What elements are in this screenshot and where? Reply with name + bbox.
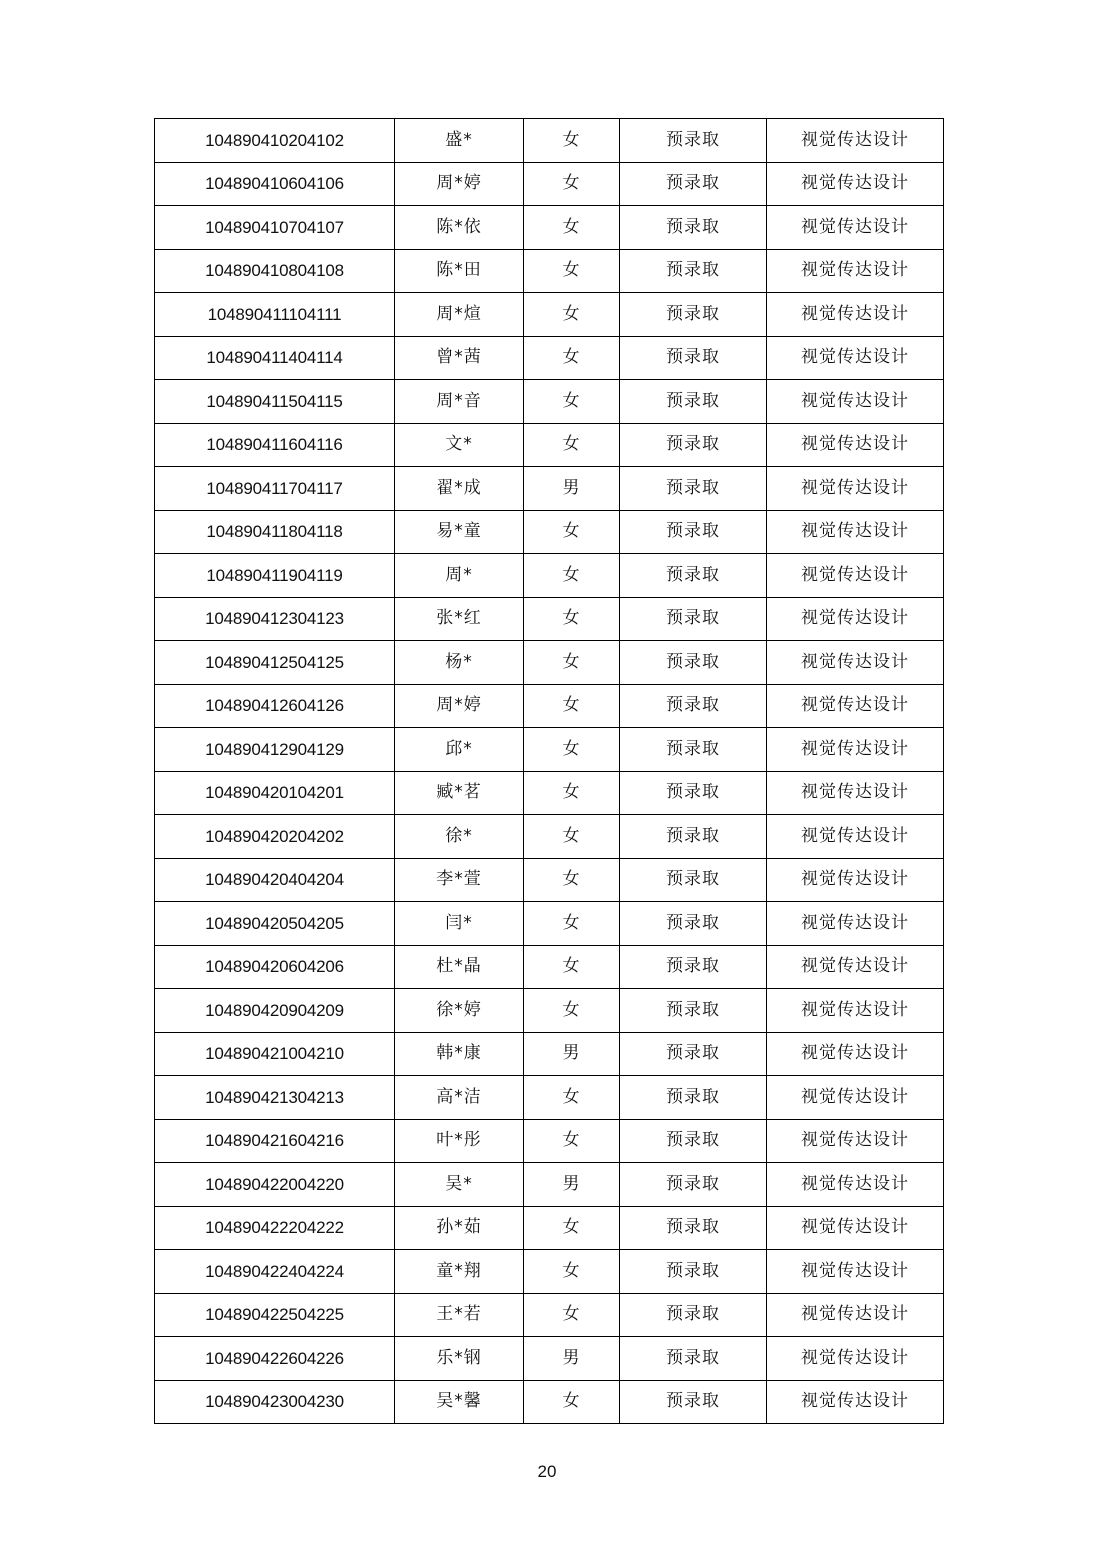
admission-status-cell: 预录取 xyxy=(620,554,767,598)
major-cell: 视觉传达设计 xyxy=(767,597,944,641)
candidate-id-cell: 104890421004210 xyxy=(155,1032,395,1076)
candidate-id-cell: 104890422504225 xyxy=(155,1293,395,1337)
student-name-cell: 吴* xyxy=(395,1163,524,1207)
table-row xyxy=(155,1206,944,1250)
major-cell: 视觉传达设计 xyxy=(767,467,944,511)
admission-table xyxy=(154,118,944,1424)
table-row xyxy=(155,510,944,554)
table-body xyxy=(155,119,944,1424)
table-row xyxy=(155,989,944,1033)
student-name-cell: 曾*茜 xyxy=(395,336,524,380)
major-cell: 视觉传达设计 xyxy=(767,1250,944,1294)
student-name-cell: 周*婷 xyxy=(395,162,524,206)
student-name-cell: 文* xyxy=(395,423,524,467)
student-name-cell: 周*婷 xyxy=(395,684,524,728)
table-row xyxy=(155,728,944,772)
gender-cell: 女 xyxy=(524,858,620,902)
gender-cell: 女 xyxy=(524,945,620,989)
student-name-cell: 周*煊 xyxy=(395,293,524,337)
table-row xyxy=(155,1250,944,1294)
student-name-cell: 高*洁 xyxy=(395,1076,524,1120)
candidate-id-cell: 104890421304213 xyxy=(155,1076,395,1120)
table-row xyxy=(155,945,944,989)
table-row xyxy=(155,902,944,946)
candidate-id-cell: 104890411604116 xyxy=(155,423,395,467)
gender-cell: 女 xyxy=(524,1076,620,1120)
admission-status-cell: 预录取 xyxy=(620,902,767,946)
candidate-id-cell: 104890410804108 xyxy=(155,249,395,293)
admission-status-cell: 预录取 xyxy=(620,641,767,685)
table-row xyxy=(155,554,944,598)
candidate-id-cell: 104890411504115 xyxy=(155,380,395,424)
table-row xyxy=(155,1380,944,1424)
student-name-cell: 陈*田 xyxy=(395,249,524,293)
candidate-id-cell: 104890422404224 xyxy=(155,1250,395,1294)
major-cell: 视觉传达设计 xyxy=(767,1337,944,1381)
major-cell: 视觉传达设计 xyxy=(767,1380,944,1424)
student-name-cell: 杜*晶 xyxy=(395,945,524,989)
gender-cell: 女 xyxy=(524,641,620,685)
student-name-cell: 杨* xyxy=(395,641,524,685)
student-name-cell: 李*萱 xyxy=(395,858,524,902)
gender-cell: 女 xyxy=(524,771,620,815)
table-row xyxy=(155,423,944,467)
gender-cell: 女 xyxy=(524,597,620,641)
admission-status-cell: 预录取 xyxy=(620,684,767,728)
gender-cell: 女 xyxy=(524,380,620,424)
major-cell: 视觉传达设计 xyxy=(767,119,944,163)
gender-cell: 女 xyxy=(524,1293,620,1337)
admission-status-cell: 预录取 xyxy=(620,989,767,1033)
admission-status-cell: 预录取 xyxy=(620,380,767,424)
admission-status-cell: 预录取 xyxy=(620,771,767,815)
admission-status-cell: 预录取 xyxy=(620,336,767,380)
major-cell: 视觉传达设计 xyxy=(767,728,944,772)
student-name-cell: 臧*茗 xyxy=(395,771,524,815)
candidate-id-cell: 104890412304123 xyxy=(155,597,395,641)
admission-status-cell: 预录取 xyxy=(620,1293,767,1337)
candidate-id-cell: 104890410704107 xyxy=(155,206,395,250)
major-cell: 视觉传达设计 xyxy=(767,293,944,337)
admission-status-cell: 预录取 xyxy=(620,249,767,293)
gender-cell: 男 xyxy=(524,1032,620,1076)
major-cell: 视觉传达设计 xyxy=(767,815,944,859)
admission-status-cell: 预录取 xyxy=(620,1206,767,1250)
major-cell: 视觉传达设计 xyxy=(767,1206,944,1250)
candidate-id-cell: 104890412904129 xyxy=(155,728,395,772)
table-row xyxy=(155,1337,944,1381)
student-name-cell: 盛* xyxy=(395,119,524,163)
candidate-id-cell: 104890411904119 xyxy=(155,554,395,598)
candidate-id-cell: 104890411804118 xyxy=(155,510,395,554)
candidate-id-cell: 104890421604216 xyxy=(155,1119,395,1163)
table-row xyxy=(155,119,944,163)
gender-cell: 女 xyxy=(524,119,620,163)
admission-status-cell: 预录取 xyxy=(620,510,767,554)
gender-cell: 女 xyxy=(524,902,620,946)
major-cell: 视觉传达设计 xyxy=(767,771,944,815)
student-name-cell: 邱* xyxy=(395,728,524,772)
candidate-id-cell: 104890420404204 xyxy=(155,858,395,902)
table-row xyxy=(155,771,944,815)
gender-cell: 女 xyxy=(524,1206,620,1250)
gender-cell: 女 xyxy=(524,162,620,206)
student-name-cell: 童*翔 xyxy=(395,1250,524,1294)
gender-cell: 女 xyxy=(524,1119,620,1163)
table-row xyxy=(155,858,944,902)
major-cell: 视觉传达设计 xyxy=(767,1163,944,1207)
student-name-cell: 乐*钢 xyxy=(395,1337,524,1381)
major-cell: 视觉传达设计 xyxy=(767,641,944,685)
major-cell: 视觉传达设计 xyxy=(767,423,944,467)
major-cell: 视觉传达设计 xyxy=(767,510,944,554)
candidate-id-cell: 104890411104111 xyxy=(155,293,395,337)
major-cell: 视觉传达设计 xyxy=(767,684,944,728)
table-row xyxy=(155,641,944,685)
table-row xyxy=(155,206,944,250)
candidate-id-cell: 104890420104201 xyxy=(155,771,395,815)
table-row xyxy=(155,1163,944,1207)
admission-status-cell: 预录取 xyxy=(620,1250,767,1294)
table-row xyxy=(155,1032,944,1076)
student-name-cell: 徐*婷 xyxy=(395,989,524,1033)
candidate-id-cell: 104890412504125 xyxy=(155,641,395,685)
admission-status-cell: 预录取 xyxy=(620,206,767,250)
student-name-cell: 易*童 xyxy=(395,510,524,554)
admission-status-cell: 预录取 xyxy=(620,945,767,989)
candidate-id-cell: 104890422204222 xyxy=(155,1206,395,1250)
major-cell: 视觉传达设计 xyxy=(767,554,944,598)
gender-cell: 女 xyxy=(524,206,620,250)
table-row xyxy=(155,336,944,380)
admission-status-cell: 预录取 xyxy=(620,467,767,511)
candidate-id-cell: 104890420204202 xyxy=(155,815,395,859)
student-name-cell: 孙*茹 xyxy=(395,1206,524,1250)
candidate-id-cell: 104890420504205 xyxy=(155,902,395,946)
admission-status-cell: 预录取 xyxy=(620,858,767,902)
page-number: 20 xyxy=(537,1462,557,1481)
table-row xyxy=(155,467,944,511)
gender-cell: 男 xyxy=(524,467,620,511)
admission-status-cell: 预录取 xyxy=(620,423,767,467)
gender-cell: 女 xyxy=(524,1250,620,1294)
gender-cell: 女 xyxy=(524,249,620,293)
student-name-cell: 徐* xyxy=(395,815,524,859)
admission-status-cell: 预录取 xyxy=(620,119,767,163)
gender-cell: 女 xyxy=(524,684,620,728)
major-cell: 视觉传达设计 xyxy=(767,1032,944,1076)
student-name-cell: 张*红 xyxy=(395,597,524,641)
admission-list xyxy=(154,118,943,1424)
gender-cell: 女 xyxy=(524,510,620,554)
student-name-cell: 周*音 xyxy=(395,380,524,424)
table-row xyxy=(155,597,944,641)
major-cell: 视觉传达设计 xyxy=(767,380,944,424)
candidate-id-cell: 104890423004230 xyxy=(155,1380,395,1424)
gender-cell: 女 xyxy=(524,815,620,859)
admission-status-cell: 预录取 xyxy=(620,1337,767,1381)
major-cell: 视觉传达设计 xyxy=(767,989,944,1033)
student-name-cell: 吴*馨 xyxy=(395,1380,524,1424)
gender-cell: 女 xyxy=(524,336,620,380)
admission-status-cell: 预录取 xyxy=(620,597,767,641)
admission-status-cell: 预录取 xyxy=(620,1032,767,1076)
admission-status-cell: 预录取 xyxy=(620,728,767,772)
table-row xyxy=(155,162,944,206)
table-row xyxy=(155,249,944,293)
student-name-cell: 王*若 xyxy=(395,1293,524,1337)
major-cell: 视觉传达设计 xyxy=(767,336,944,380)
student-name-cell: 陈*依 xyxy=(395,206,524,250)
table-row xyxy=(155,815,944,859)
major-cell: 视觉传达设计 xyxy=(767,1076,944,1120)
gender-cell: 女 xyxy=(524,728,620,772)
admission-status-cell: 预录取 xyxy=(620,293,767,337)
admission-status-cell: 预录取 xyxy=(620,162,767,206)
major-cell: 视觉传达设计 xyxy=(767,858,944,902)
major-cell: 视觉传达设计 xyxy=(767,249,944,293)
student-name-cell: 周* xyxy=(395,554,524,598)
student-name-cell: 韩*康 xyxy=(395,1032,524,1076)
candidate-id-cell: 104890410604106 xyxy=(155,162,395,206)
table-row xyxy=(155,1119,944,1163)
gender-cell: 男 xyxy=(524,1337,620,1381)
admission-status-cell: 预录取 xyxy=(620,1163,767,1207)
candidate-id-cell: 104890412604126 xyxy=(155,684,395,728)
admission-status-cell: 预录取 xyxy=(620,1076,767,1120)
major-cell: 视觉传达设计 xyxy=(767,206,944,250)
candidate-id-cell: 104890420904209 xyxy=(155,989,395,1033)
candidate-id-cell: 104890422004220 xyxy=(155,1163,395,1207)
major-cell: 视觉传达设计 xyxy=(767,1119,944,1163)
candidate-id-cell: 104890420604206 xyxy=(155,945,395,989)
major-cell: 视觉传达设计 xyxy=(767,945,944,989)
gender-cell: 女 xyxy=(524,293,620,337)
major-cell: 视觉传达设计 xyxy=(767,902,944,946)
candidate-id-cell: 104890411704117 xyxy=(155,467,395,511)
candidate-id-cell: 104890411404114 xyxy=(155,336,395,380)
major-cell: 视觉传达设计 xyxy=(767,1293,944,1337)
admission-status-cell: 预录取 xyxy=(620,1119,767,1163)
candidate-id-cell: 104890410204102 xyxy=(155,119,395,163)
student-name-cell: 叶*彤 xyxy=(395,1119,524,1163)
gender-cell: 女 xyxy=(524,989,620,1033)
gender-cell: 女 xyxy=(524,554,620,598)
student-name-cell: 闫* xyxy=(395,902,524,946)
table-row xyxy=(155,1076,944,1120)
student-name-cell: 翟*成 xyxy=(395,467,524,511)
candidate-id-cell: 104890422604226 xyxy=(155,1337,395,1381)
admission-status-cell: 预录取 xyxy=(620,1380,767,1424)
table-row xyxy=(155,1293,944,1337)
table-row xyxy=(155,293,944,337)
admission-status-cell: 预录取 xyxy=(620,815,767,859)
gender-cell: 男 xyxy=(524,1163,620,1207)
table-row xyxy=(155,380,944,424)
gender-cell: 女 xyxy=(524,1380,620,1424)
major-cell: 视觉传达设计 xyxy=(767,162,944,206)
gender-cell: 女 xyxy=(524,423,620,467)
table-row xyxy=(155,684,944,728)
